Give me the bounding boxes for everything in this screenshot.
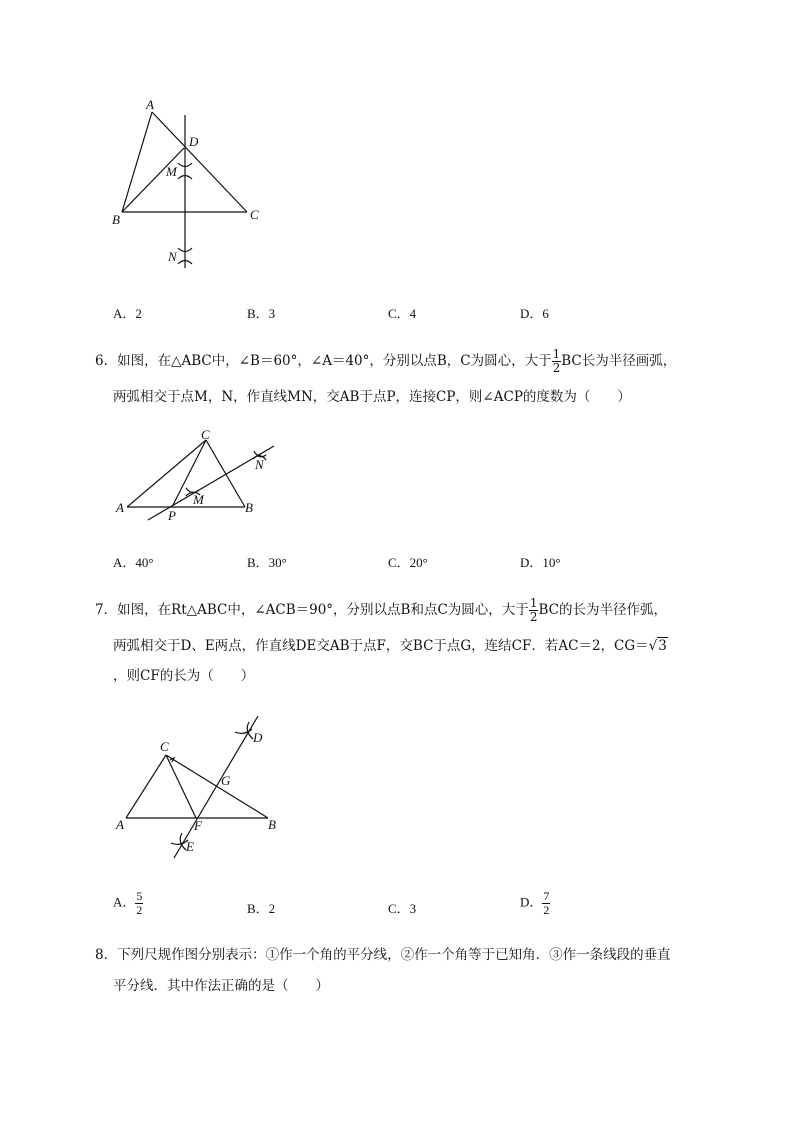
q5-label-b: B <box>112 212 120 227</box>
q7-frac-den: 2 <box>529 610 538 624</box>
q6-label-a: A <box>116 500 124 515</box>
q7-label-g: G <box>221 773 231 788</box>
q8-text-line1: 下列尺规作图分别表示：①作一个角的平分线，②作一个角等于已知角．③作一条线段的垂直 <box>117 947 671 963</box>
q7-stem-line3: ，则CF的长为（ ） <box>113 668 255 684</box>
q7-fraction <box>529 597 539 624</box>
q7-number: 7． <box>95 602 118 618</box>
q7-sqrt: √3 <box>648 638 667 654</box>
q7-option-b: B．2 <box>247 901 276 916</box>
q6-text-part1: 如图，在△ABC中，∠B＝60°，∠A＝40°，分别以点B，C为圆心，大于 <box>117 353 552 369</box>
q5-option-c: C．4 <box>388 306 417 321</box>
q5-label-a: A <box>146 97 154 112</box>
q7-label-d: D <box>253 730 263 745</box>
q7-line-de <box>174 716 258 858</box>
q7-option-a <box>113 890 143 917</box>
q6-number: 6． <box>95 353 118 369</box>
q7-option-d-den: 2 <box>543 903 550 917</box>
q7-text-part1: 如图，在Rt△ABC中，∠ACB＝90°，分别以点B和点C为圆心，大于 <box>117 602 529 618</box>
q5-option-d: D．6 <box>520 306 549 321</box>
q7-right-angle-mark <box>170 758 174 762</box>
q7-stem-line2 <box>113 636 668 656</box>
q7-frac-num: 1 <box>529 596 538 610</box>
q5-label-m: M <box>166 164 177 179</box>
q7-option-a-fraction <box>135 890 143 917</box>
q5-option-b: B．3 <box>247 306 276 321</box>
q6-label-p: P <box>168 508 176 523</box>
q6-label-m: M <box>193 492 204 507</box>
q7-option-a-prefix: A． <box>113 894 136 910</box>
q7-option-d <box>520 890 550 917</box>
q6-frac-num: 1 <box>552 347 561 361</box>
q7-text-line2: 两弧相交于D、E两点，作直线DE交AB于点F，交BC于点G，连结CF．若AC＝2，CG＝ <box>113 638 649 654</box>
q7-option-d-prefix: D． <box>520 894 543 910</box>
q7-label-a: A <box>116 817 124 832</box>
q6-figure <box>110 425 285 525</box>
q6-segment-cb <box>206 440 245 507</box>
q7-sqrt-value: 3 <box>658 638 667 654</box>
q6-option-b: B．30° <box>247 555 287 570</box>
q7-option-d-fraction <box>542 890 550 917</box>
q6-fraction <box>552 348 562 375</box>
q7-segment-ac <box>126 755 166 818</box>
q6-stem-line2: 两弧相交于点M，N，作直线MN，交AB于点P，连接CP，则∠ACP的度数为（ ） <box>113 389 631 405</box>
q6-text-part2: BC长为半径画弧， <box>561 353 677 369</box>
q6-label-b: B <box>245 500 253 515</box>
q6-stem-line1 <box>95 348 676 375</box>
q6-label-n: N <box>255 457 264 472</box>
q7-option-a-num: 5 <box>136 889 143 903</box>
q7-label-e: E <box>186 839 194 854</box>
q6-option-d: D．10° <box>520 555 561 570</box>
q5-label-c: C <box>250 207 259 222</box>
q7-text-part2: BC的长为半径作弧， <box>538 602 667 618</box>
q5-label-n: N <box>168 249 177 264</box>
q8-stem-line1 <box>95 945 671 965</box>
q7-option-c: C．3 <box>388 901 417 916</box>
q5-label-d: D <box>189 134 199 149</box>
q7-option-a-den: 2 <box>136 903 143 917</box>
q6-option-c: C．20° <box>388 555 428 570</box>
q5-figure <box>100 90 280 270</box>
q8-stem-line2: 平分线．其中作法正确的是（ ） <box>113 978 329 994</box>
q7-label-b: B <box>268 817 276 832</box>
q6-option-a: A．40° <box>113 555 154 570</box>
q5-segment-ac <box>152 112 247 212</box>
q7-label-f: F <box>194 818 202 833</box>
q5-option-a: A．2 <box>113 306 142 321</box>
q6-frac-den: 2 <box>552 361 561 375</box>
q7-label-c: C <box>160 739 169 754</box>
q7-figure <box>110 710 290 860</box>
q8-number: 8． <box>95 947 118 963</box>
q7-option-d-num: 7 <box>543 889 550 903</box>
q7-stem-line1 <box>95 597 667 624</box>
q6-label-c: C <box>201 427 210 442</box>
